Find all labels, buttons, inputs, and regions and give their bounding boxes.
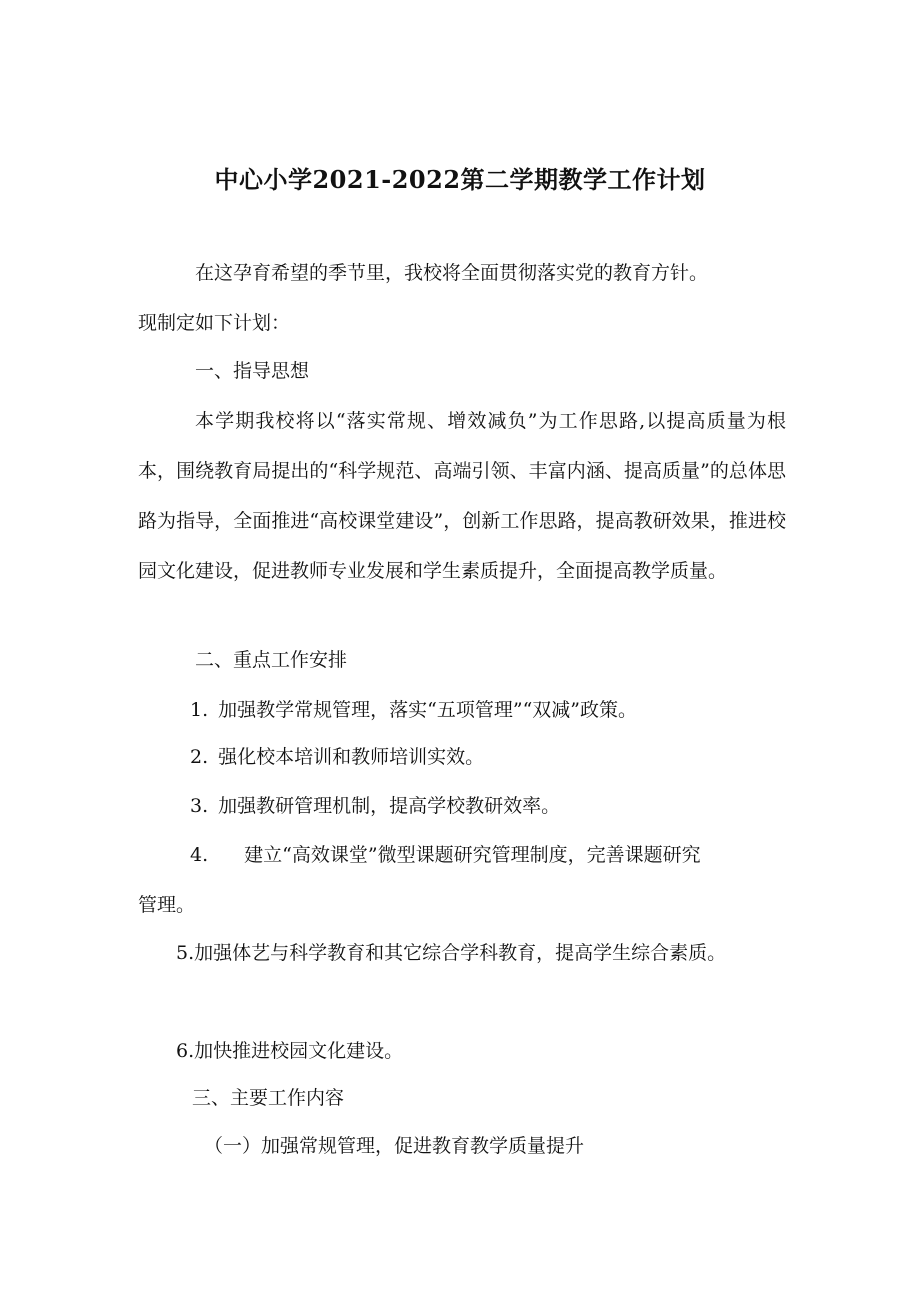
list-item-number: 3. — [190, 795, 209, 817]
list-item-text: 强化校本培训和教师培训实效。 — [218, 746, 485, 768]
list-item-text: 加强教学常规管理，落实“五项管理”“双减”政策。 — [218, 699, 637, 721]
list-item-text: 加强教研管理机制，提高学校教研效率。 — [218, 795, 561, 817]
list-item-number: 4. — [190, 844, 209, 866]
intro-line-2: 现制定如下计划： — [138, 312, 291, 334]
list-item-number: 6. — [176, 1040, 195, 1062]
list-item-text: 建立“高效课堂”微型课题研究管理制度，完善课题研究 — [244, 844, 701, 866]
section-heading-main-content: 三、主要工作内容 — [192, 1087, 345, 1109]
section-heading-key-work: 二、重点工作安排 — [195, 649, 348, 671]
list-item-text: 加快推进校园文化建设。 — [194, 1040, 404, 1062]
list-item — [176, 1042, 403, 1061]
list-item — [190, 748, 484, 767]
list-item — [190, 797, 560, 816]
section-heading-guiding-thought: 一、指导思想 — [195, 360, 310, 382]
list-item-number: 2. — [190, 746, 209, 768]
list-item-number: 1. — [190, 699, 209, 721]
list-item-text: 加强体艺与科学教育和其它综合学科教育，提高学生综合素质。 — [194, 942, 727, 964]
document-title: 中心小学2021-2022第二学期教学工作计划 — [214, 165, 706, 194]
section-body-guiding-thought: 本学期我校将以“落实常规、增效减负”为工作思路,以提高质量为根本，围绕教育局提出的“科学规范、高端引领、丰富内涵、提高质量”的总体思路为指导，全面推进“高校课堂建设”，创新工作思路，提高教研效果，推进校园文化建设，促进教师专业发展和学生素质提升，全面提高教学质量。 — [138, 410, 786, 582]
intro-line-1: 在这孕育希望的季节里，我校将全面贯彻落实党的教育方针。 — [195, 262, 709, 284]
list-item — [190, 846, 701, 865]
list-item — [176, 944, 726, 963]
list-item-number: 5. — [176, 942, 195, 964]
list-item-continuation: 管理。 — [138, 894, 196, 916]
list-item — [190, 701, 637, 720]
subsection-heading: （一）加强常规管理，促进教育教学质量提升 — [204, 1135, 585, 1157]
